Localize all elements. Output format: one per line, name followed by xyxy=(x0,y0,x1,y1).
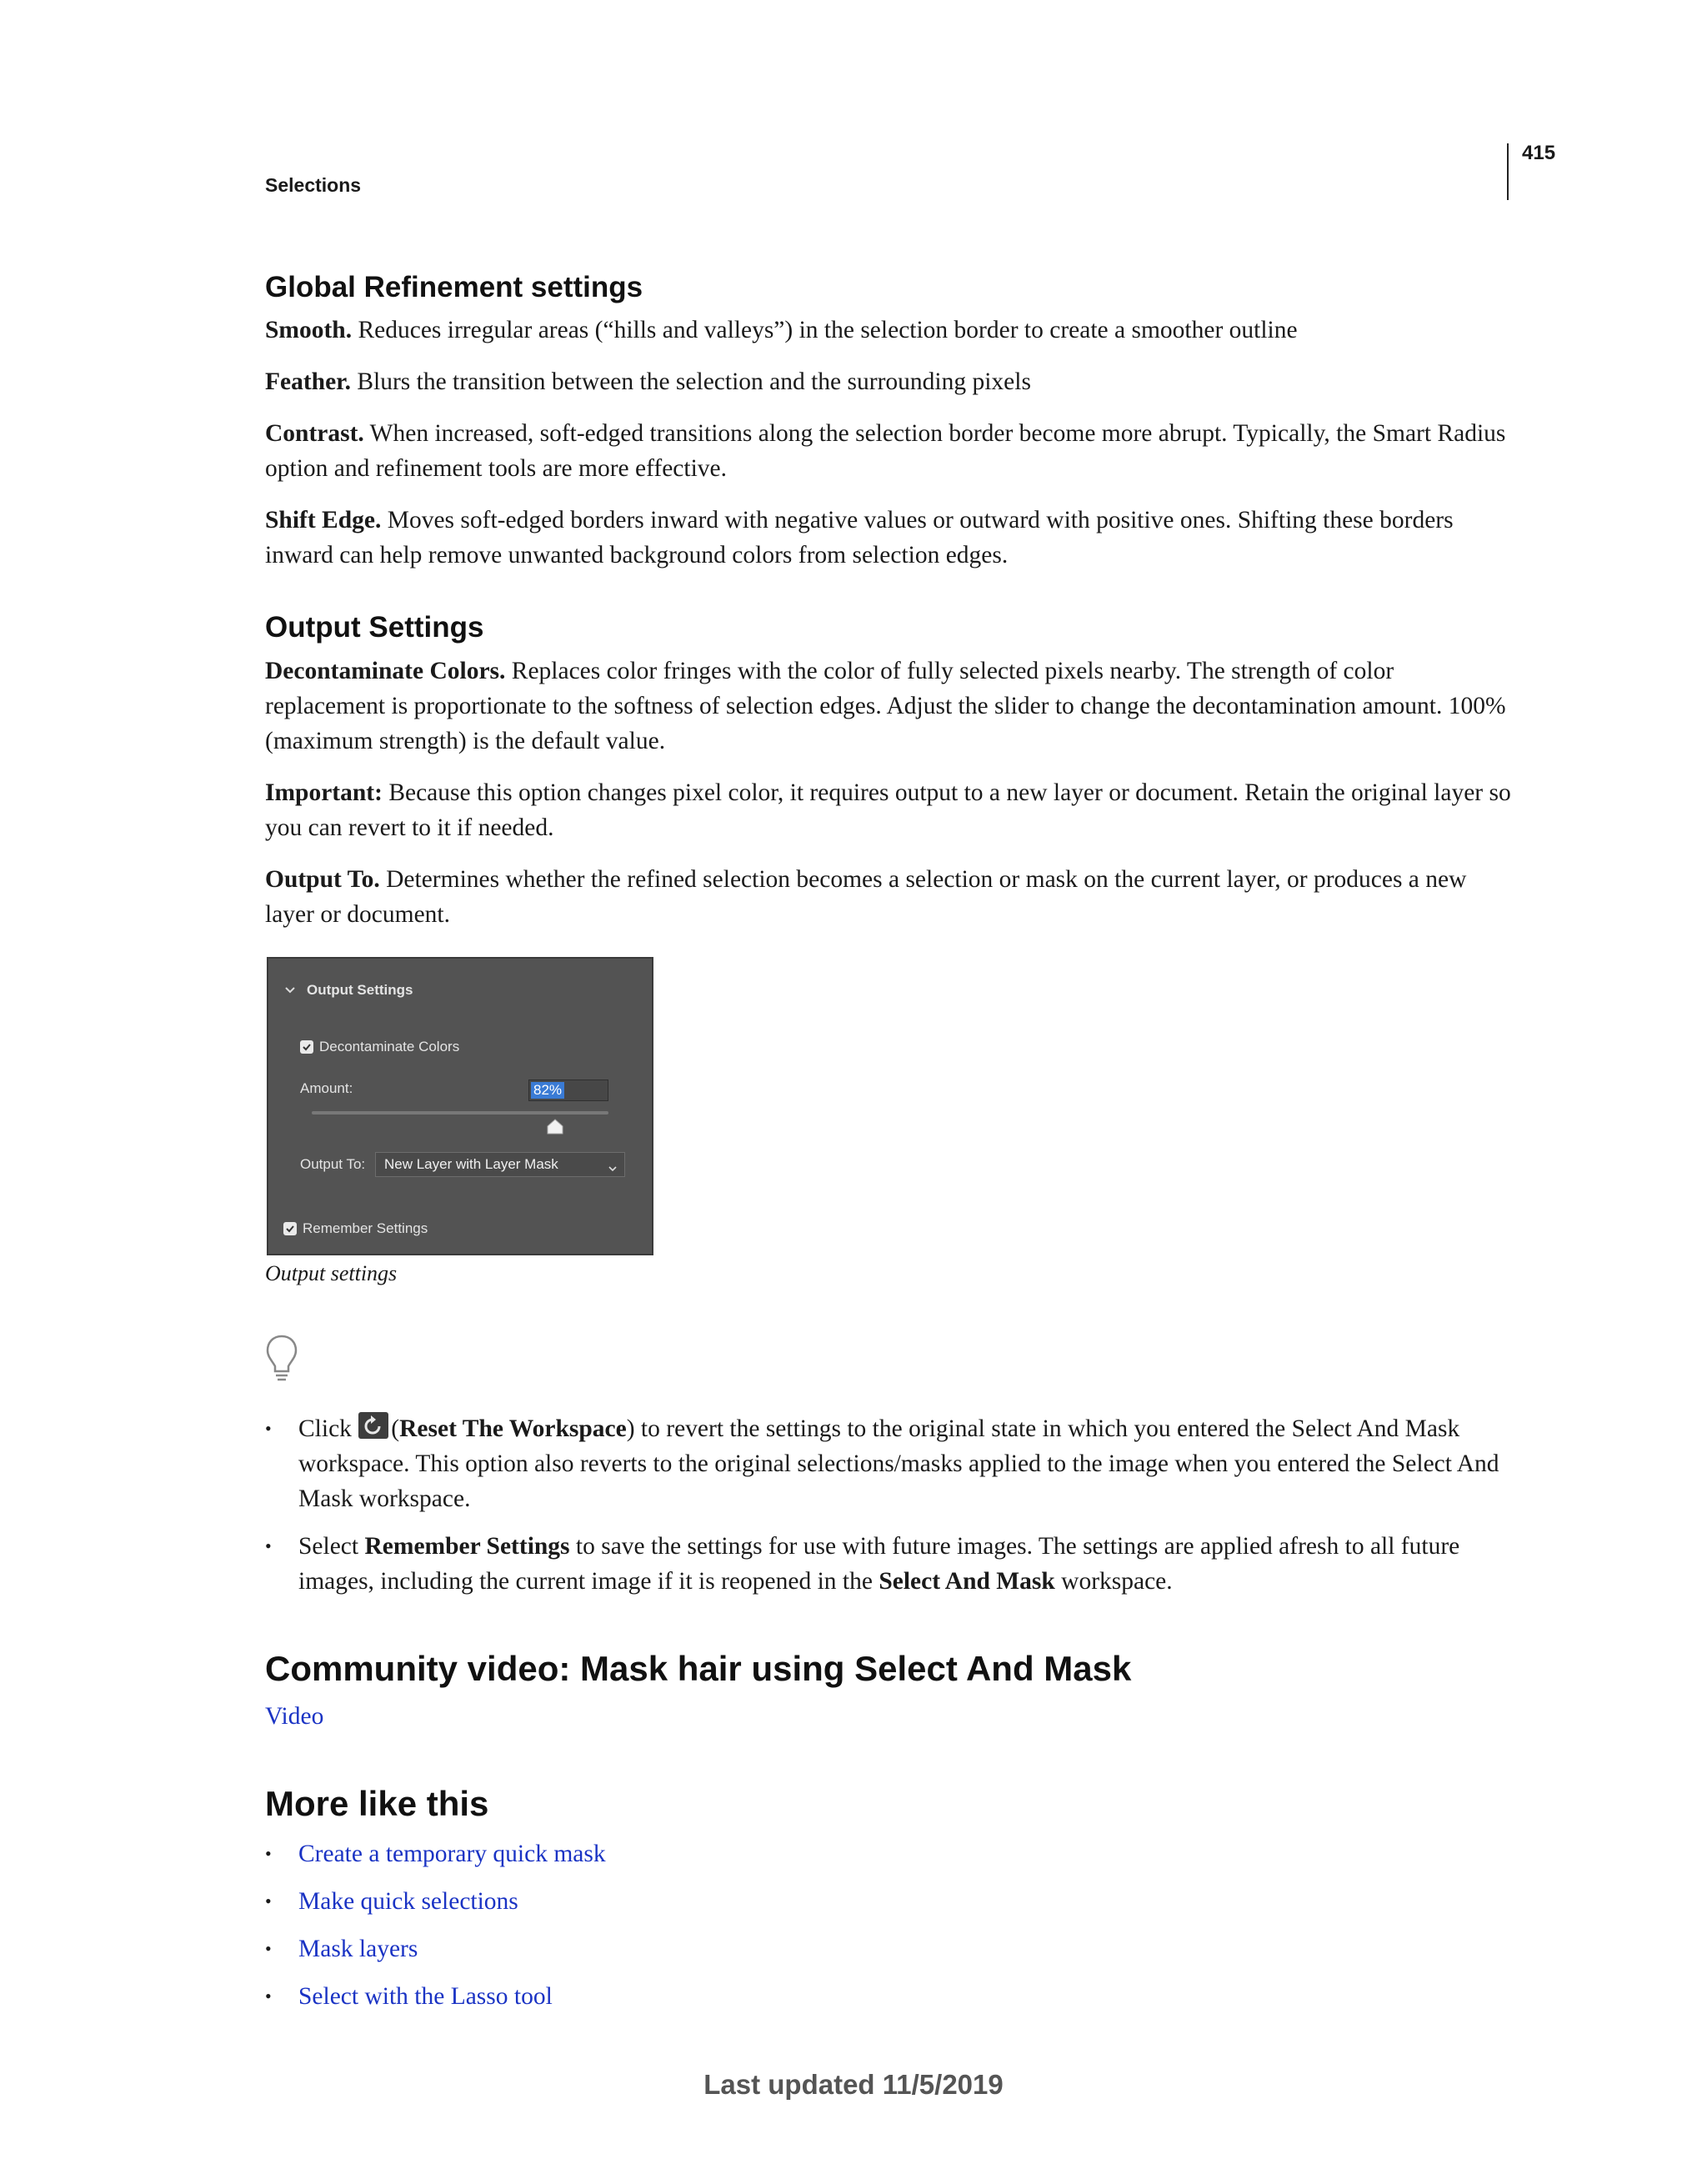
tip-reset-workspace-term: Reset The Workspace xyxy=(399,1415,627,1442)
output-settings-panel-screenshot xyxy=(267,957,653,1255)
link-make-quick-selections[interactable]: Make quick selections xyxy=(298,1888,518,1915)
tip-select-and-mask-term: Select And Mask xyxy=(879,1568,1055,1595)
checkbox-checked-icon xyxy=(300,1040,313,1054)
list-item xyxy=(265,1931,1515,1966)
para-important xyxy=(265,775,1515,845)
text-output-to: Determines whether the refined selection becomes a selection or mask on the current layer, or produces a new layer or document. xyxy=(265,866,1467,928)
remember-settings-checkbox[interactable] xyxy=(283,1220,428,1237)
slider-thumb-icon xyxy=(546,1119,564,1135)
figure-caption: Output settings xyxy=(265,1261,398,1285)
tip-paren: ( xyxy=(391,1415,400,1442)
list-item xyxy=(265,1979,1515,2014)
chevron-down-icon xyxy=(608,1160,618,1177)
link-lasso-tool[interactable]: Select with the Lasso tool xyxy=(298,1983,553,2010)
output-to-value: New Layer with Layer Mask xyxy=(384,1156,558,1172)
heading-community-video: Community video: Mask hair using Select And Mask xyxy=(265,1649,1132,1688)
amount-slider-track[interactable] xyxy=(312,1111,608,1115)
text-contrast: When increased, soft-edged transitions along the selection border become more abrupt. Typically, the Smart Radius option and refinement tools are more effective. xyxy=(265,420,1506,482)
link-create-quick-mask[interactable]: Create a temporary quick mask xyxy=(298,1841,606,1867)
list-item xyxy=(265,1529,1515,1599)
para-smooth xyxy=(265,313,1515,348)
text-important: Because this option changes pixel color, it requires output to a new layer or document. Retain the original layer so you can revert to it if needed. xyxy=(265,779,1511,841)
panel-header[interactable] xyxy=(283,982,413,999)
heading-output-settings: Output Settings xyxy=(265,611,484,644)
para-feather xyxy=(265,364,1515,399)
para-shift-edge xyxy=(265,503,1515,573)
tip-select-text: Select xyxy=(298,1533,365,1560)
amount-slider-thumb[interactable] xyxy=(546,1119,564,1140)
footer-last-updated: Last updated 11/5/2019 xyxy=(703,2069,1004,2100)
header-divider xyxy=(1507,143,1509,200)
list-item xyxy=(265,1884,1515,1919)
heading-global-refinement: Global Refinement settings xyxy=(265,271,643,303)
remember-settings-label: Remember Settings xyxy=(303,1220,428,1236)
para-decontaminate xyxy=(265,654,1515,759)
term-output-to: Output To. xyxy=(265,866,380,893)
term-smooth: Smooth. xyxy=(265,317,353,343)
para-contrast xyxy=(265,416,1515,486)
section-name: Selections xyxy=(265,174,362,196)
term-feather: Feather. xyxy=(265,368,351,395)
lightbulb-icon xyxy=(265,1334,298,1388)
tips-list xyxy=(265,1411,1515,1611)
list-item xyxy=(265,1411,1515,1516)
term-important: Important: xyxy=(265,779,383,806)
list-item xyxy=(265,1836,1515,1871)
link-mask-layers[interactable]: Mask layers xyxy=(298,1936,418,1962)
tip-remember-text: to save the settings for use with future images. The settings are applied afresh to all future images, including the current image if it is reopened in the xyxy=(298,1533,1460,1595)
page-number: 415 xyxy=(1522,142,1556,164)
amount-value: 82% xyxy=(531,1082,564,1099)
chevron-down-icon xyxy=(283,984,297,997)
heading-more-like-this: More like this xyxy=(265,1784,489,1823)
reset-workspace-icon xyxy=(358,1411,389,1440)
panel-title: Output Settings xyxy=(307,982,413,998)
tip-reset-text: ) to revert the settings to the original state in which you entered the Select And Mask workspace. This option also reverts to the original selections/masks applied to the image when you entered the Select And Mask workspace. xyxy=(298,1415,1499,1512)
amount-input[interactable] xyxy=(528,1079,608,1101)
text-shift-edge: Moves soft-edged borders inward with negative values or outward with positive ones. Shifting these borders inward can help remove unwanted background colors from selection edges. xyxy=(265,507,1454,569)
text-decontaminate: Replaces color fringes with the color of fully selected pixels nearby. The strength of color replacement is proportionate to the softness of selection edges. Adjust the slider to change the decontamination amount. 100% (maximum strength) is the default value. xyxy=(265,658,1506,754)
output-to-label: Output To: xyxy=(300,1156,366,1172)
amount-label: Amount: xyxy=(300,1080,353,1096)
term-decontaminate: Decontaminate Colors. xyxy=(265,658,506,684)
output-to-select[interactable] xyxy=(375,1152,625,1177)
decontaminate-colors-checkbox[interactable] xyxy=(300,1039,459,1055)
tip-workspace-text: workspace. xyxy=(1054,1568,1173,1595)
para-output-to xyxy=(265,862,1515,932)
tip-remember-settings-term: Remember Settings xyxy=(364,1533,570,1560)
text-feather: Blurs the transition between the selection and the surrounding pixels xyxy=(350,368,1031,395)
term-contrast: Contrast. xyxy=(265,420,364,447)
term-shift-edge: Shift Edge. xyxy=(265,507,382,533)
text-smooth: Reduces irregular areas (“hills and valleys”) in the selection border to create a smoother outline xyxy=(352,317,1298,343)
decontaminate-colors-label: Decontaminate Colors xyxy=(319,1039,460,1054)
video-link[interactable]: Video xyxy=(265,1703,324,1730)
more-links-list xyxy=(265,1836,1515,2026)
tip-click-text: Click xyxy=(298,1415,358,1442)
checkbox-checked-icon xyxy=(283,1222,297,1235)
